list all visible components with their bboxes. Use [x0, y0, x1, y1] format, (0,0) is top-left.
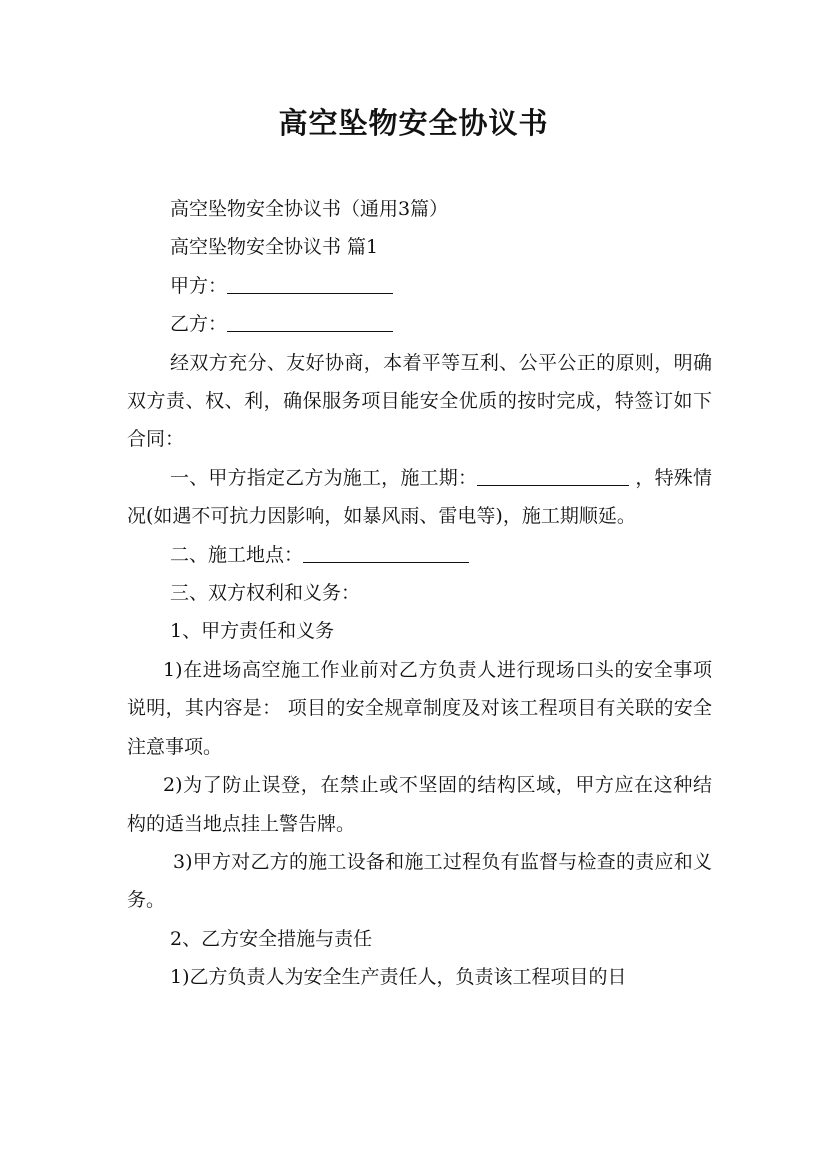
subtitle-line: 高空坠物安全协议书（通用3篇）: [170, 198, 449, 220]
item-1-2-paragraph: 2)为了防止误登，在禁止或不坚固的结构区域，甲方应在这种结构的适当地点挂上警告牌。: [127, 774, 712, 835]
clause-1-paragraph: [127, 459, 712, 536]
construction-period-blank: [477, 467, 629, 486]
construction-site-blank: [303, 544, 469, 563]
part-heading: 高空坠物安全协议书 篇1: [170, 236, 379, 259]
clause-2-line: [127, 536, 712, 574]
item-2-1-paragraph: 1)乙方负责人为安全生产责任人，负责该工程项目的日: [170, 966, 627, 989]
item-1-1-paragraph: 1)在进场高空施工作业前对乙方负责人进行现场口头的安全事项说明，其内容是： 项目的安全规章制度及对该工程项目有关联的安全注意事项。: [127, 658, 712, 758]
item-2-heading: 2、乙方安全措施与责任: [170, 927, 373, 950]
clause-3-line: 三、双方权利和义务：: [170, 582, 361, 605]
party-a-label: 甲方：: [170, 274, 228, 297]
party-b-label: 乙方：: [170, 313, 228, 336]
item-1-3-paragraph: 3)甲方对乙方的施工设备和施工过程负有监督与检查的责应和义务。: [127, 850, 712, 912]
document-body: [127, 190, 712, 997]
clause-1-suffix: ，特殊情况(如遇不可抗力因影响，如暴风雨、雷电等)，施工期顺延。: [127, 466, 712, 528]
document-title: 高空坠物安全协议书: [278, 106, 549, 140]
intro-paragraph: 经双方充分、友好协商，本着平等互利、公平公正的原则，明确双方责、权、利，确保服务项目能安全优质的按时完成，特签订如下合同：: [127, 351, 712, 451]
party-a-blank: [227, 275, 393, 294]
clause-1-prefix: 一、甲方指定乙方为施工，施工期：: [170, 466, 478, 489]
clause-2-label: 二、施工地点：: [170, 543, 304, 566]
party-b-blank: [227, 313, 393, 332]
party-b-line: [127, 305, 712, 343]
item-1-heading: 1、甲方责任和义务: [170, 620, 335, 643]
party-a-line: [127, 267, 712, 305]
